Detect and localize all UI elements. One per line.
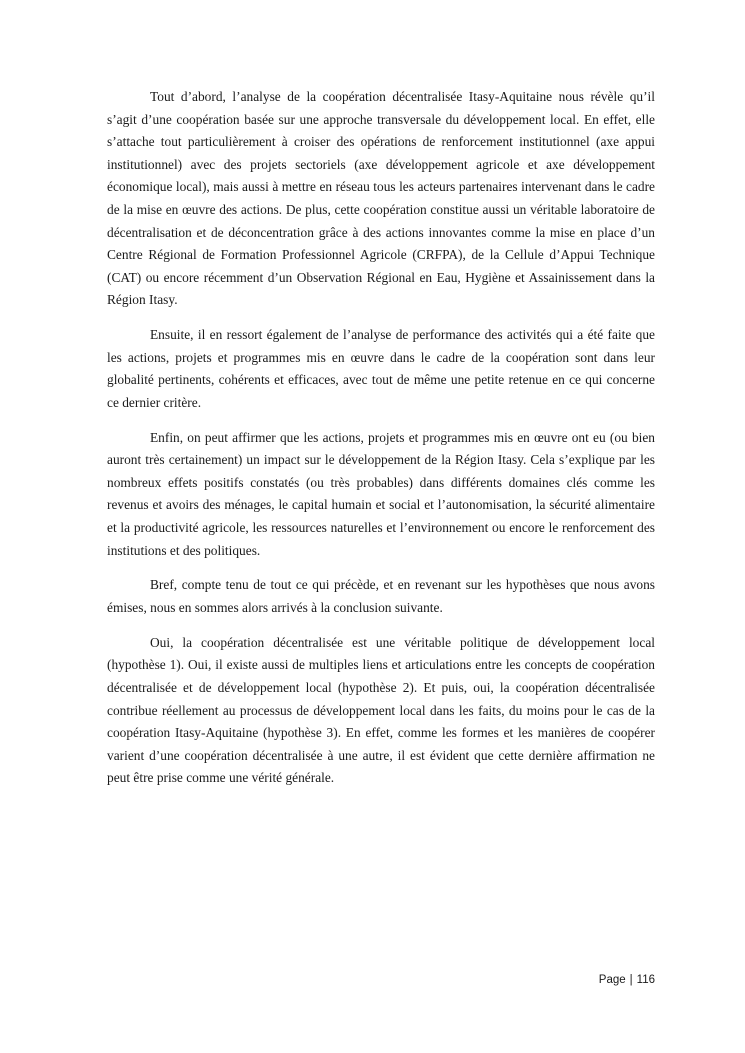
paragraph-performance: Ensuite, il en ressort également de l’analyse de performance des activités qui a été faite que les actions, projets et programmes mis en œuvre dans le cadre de la coopération sont dans leur globalité pertinents, cohérents et efficaces, avec tout de même une petite retenue en ce qui concerne ce dernier critère. [107, 327, 655, 410]
page-footer [599, 974, 655, 986]
paragraph-impact: Enfin, on peut affirmer que les actions, projets et programmes mis en œuvre ont eu (ou bien auront très certainement) un impact sur le développement de la Région Itasy. Cela s’explique par les nombreux effets positifs constatés (ou très probables) dans différents domaines clés comme les revenus et avoirs des ménages, le capital humain et social et l’autonomisation, la sécurité alimentaire et la productivité agricole, les ressources naturelles et l’environnement ou encore le renforcement des institutions et des politiques. [107, 429, 655, 558]
paragraph-conclusion: Oui, la coopération décentralisée est une véritable politique de développement local (hypothèse 1). Oui, il existe aussi de multiples liens et articulations entre les concepts de coopération décentralisée et de développement local (hypothèse 2). Et puis, oui, la coopération décentralisée contribue réellement au processus de développement local dans les faits, du moins pour le cas de la coopération Itasy-Aquitaine (hypothèse 3). En effet, comme les formes et les manières de coopérer varient d’une coopération décentralisée à une autre, il est évident que cette dernière affirmation ne peut être prise comme une vérité générale. [107, 634, 655, 786]
body-text [107, 86, 655, 790]
paragraph-summary: Bref, compte tenu de tout ce qui précède, et en revenant sur les hypothèses que nous avons émises, nous en sommes alors arrivés à la conclusion suivante. [107, 577, 655, 616]
page-number: 116 [636, 974, 655, 986]
paragraph-intro: Tout d’abord, l’analyse de la coopération décentralisée Itasy-Aquitaine nous révèle qu’il s’agit d’une coopération basée sur une approche transversale du développement local. En effet, elle s’attache tout particulièrement à croiser des opérations de renforcement institutionnel (axe appui institutionnel) avec des projets sectoriels (axe développement agricole et axe développement économique local), mais aussi à mettre en réseau tous les acteurs partenaires intervenant dans le cadre de la mise en œuvre des actions. De plus, cette coopération constitue aussi un véritable laboratoire de décentralisation et de déconcentration grâce à des actions innovantes comme la mise en place d’un Centre Régional de Formation Professionnel Agricole (CRFPA), de la Cellule d’Appui Technique (CAT) ou encore récemment d’un Observation Régional en Eau, Hygiène et Assainissement dans la Région Itasy. [107, 89, 655, 308]
page-separator: | [629, 974, 633, 986]
page-label: Page [598, 974, 626, 986]
